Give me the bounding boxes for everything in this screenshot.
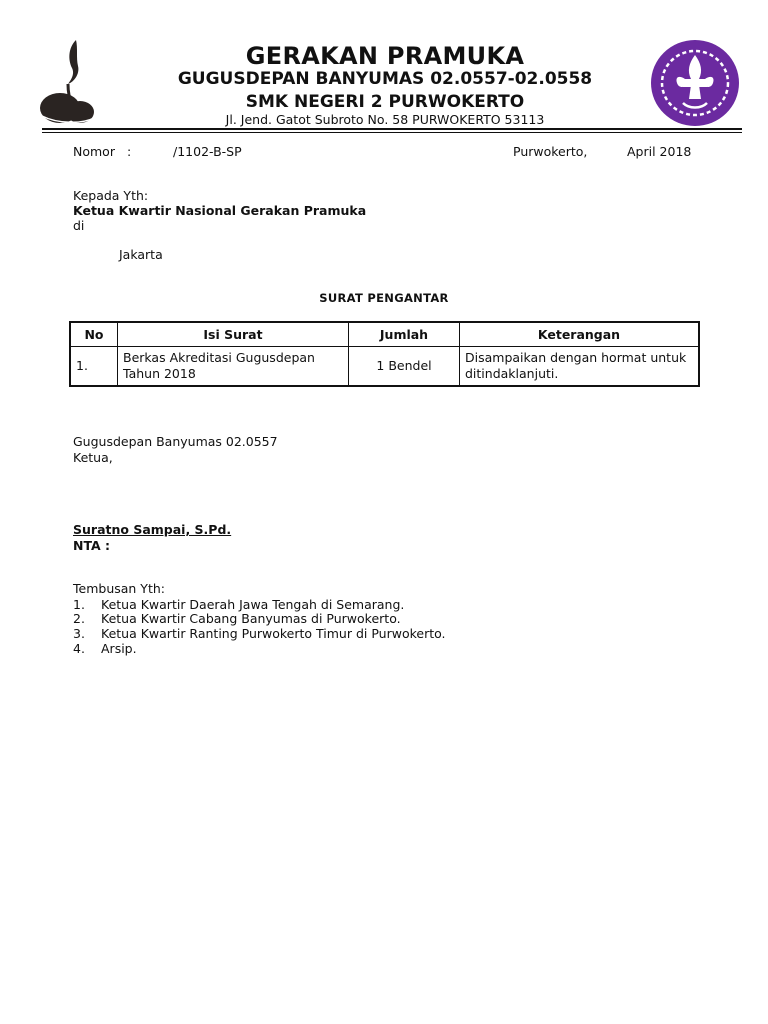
list-item: 3. Ketua Kwartir Ranting Purwokerto Timur di Purwokerto.: [73, 626, 446, 641]
col-header-isi: Isi Surat: [118, 322, 349, 347]
table-header-row: [70, 322, 699, 347]
letter-title: SURAT PENGANTAR: [319, 291, 449, 305]
school-title: SMK NEGERI 2 PURWOKERTO: [245, 92, 525, 112]
recipient-city: Jakarta: [119, 247, 163, 262]
cell-jumlah: 1 Bendel: [349, 347, 460, 387]
cell-ket-line2: ditindaklanjuti.: [465, 366, 559, 381]
letter-date: April 2018: [627, 144, 692, 159]
signatory-nta: NTA :: [73, 538, 111, 553]
tunas-kelapa-icon: [38, 38, 100, 126]
list-item: 2. Ketua Kwartir Cabang Banyumas di Purwokerto.: [73, 611, 401, 626]
tembusan-label: Tembusan Yth:: [73, 581, 165, 596]
cell-no: 1.: [70, 347, 118, 387]
cell-isi-line1: Berkas Akreditasi Gugusdepan: [123, 350, 315, 365]
signatory-name: Suratno Sampai, S.Pd.: [73, 522, 232, 537]
nomor-value: /1102-B-SP: [173, 144, 242, 159]
nomor-label: Nomor: [73, 144, 115, 159]
list-item: 1. Ketua Kwartir Daerah Jawa Tengah di Semarang.: [73, 597, 405, 612]
header-rule-thick: [42, 128, 742, 130]
table-row: [70, 347, 699, 387]
cell-keterangan: [460, 347, 700, 387]
cell-isi: [118, 347, 349, 387]
header-rule-thin: [42, 132, 742, 133]
nomor-colon: :: [127, 144, 132, 159]
letter-place: Purwokerto,: [513, 144, 588, 159]
cell-ket-line1: Disampaikan dengan hormat untuk: [465, 350, 687, 365]
unit-title: GUGUSDEPAN BANYUMAS 02.0557-02.0558: [177, 69, 593, 89]
recipient-di: di: [73, 218, 85, 233]
col-header-keterangan: Keterangan: [460, 322, 700, 347]
list-item: 4. Arsip.: [73, 641, 137, 656]
org-title: GERAKAN PRAMUKA: [245, 42, 525, 70]
recipient: Ketua Kwartir Nasional Gerakan Pramuka: [73, 203, 367, 218]
document-table: [69, 321, 700, 387]
scout-fleur-de-lis-icon: [649, 39, 741, 127]
cell-isi-line2: Tahun 2018: [123, 366, 196, 381]
col-header-no: No: [70, 322, 118, 347]
to-label: Kepada Yth:: [73, 188, 149, 203]
address: Jl. Jend. Gatot Subroto No. 58 PURWOKERTO 53113: [225, 112, 545, 127]
closing-unit: Gugusdepan Banyumas 02.0557: [73, 434, 278, 449]
closing-role: Ketua,: [73, 450, 113, 465]
col-header-jumlah: Jumlah: [349, 322, 460, 347]
